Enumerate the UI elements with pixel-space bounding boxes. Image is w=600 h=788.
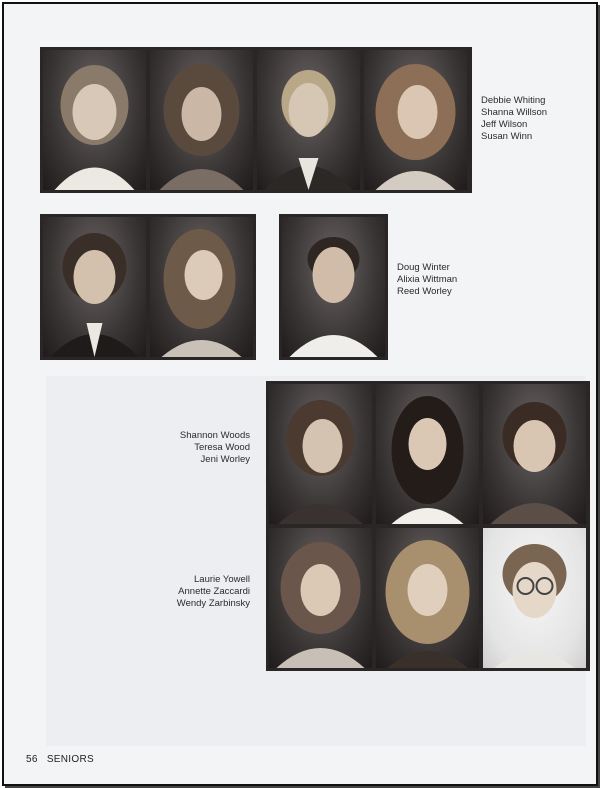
name-list-lower-b: [177, 574, 250, 610]
page-footer: [26, 754, 100, 765]
student-name: Wendy Zarbinsky: [176, 598, 250, 609]
photo-grid-lower: [266, 381, 590, 671]
section-title: SENIORS: [46, 754, 94, 765]
portrait-photo: [364, 50, 467, 190]
portrait-photo: [376, 384, 479, 524]
photo-strip-middle-single: [279, 214, 388, 360]
portrait-figure: [150, 50, 253, 190]
portrait-figure: [269, 528, 372, 668]
student-name: Debbie Whiting: [481, 95, 546, 106]
student-name: Shanna Willson: [481, 107, 548, 118]
portrait-photo: [269, 528, 372, 668]
portrait-figure: [43, 50, 146, 190]
portrait-photo: [269, 384, 372, 524]
student-name: Annette Zaccardi: [178, 586, 250, 597]
portrait-figure: [483, 528, 586, 668]
portrait-photo: [282, 217, 385, 357]
portrait-photo: [150, 50, 253, 190]
student-name: Shannon Woods: [179, 430, 250, 441]
portrait-photo: [150, 217, 253, 357]
name-list-lower-a: [180, 430, 250, 466]
yearbook-page: [2, 2, 598, 786]
photo-strip-middle-pair: [40, 214, 256, 360]
portrait-figure: [376, 384, 479, 524]
portrait-figure: [483, 384, 586, 524]
name-list-middle: [397, 262, 457, 298]
student-name: Doug Winter: [397, 262, 450, 273]
portrait-photo: [43, 217, 146, 357]
student-name: Laurie Yowell: [194, 574, 250, 585]
portrait-figure: [257, 50, 360, 190]
portrait-photo: [376, 528, 479, 668]
page-number: 56: [26, 754, 38, 765]
name-list-top: [481, 95, 547, 143]
portrait-figure: [150, 217, 253, 357]
student-name: Teresa Wood: [194, 442, 250, 453]
portrait-figure: [269, 384, 372, 524]
student-name: Jeni Worley: [200, 454, 250, 465]
portrait-figure: [282, 217, 385, 357]
portrait-figure: [43, 217, 146, 357]
portrait-photo: [483, 384, 586, 524]
student-name: Alixia Wittman: [397, 274, 458, 285]
portrait-figure: [376, 528, 479, 668]
photo-strip-top: [40, 47, 472, 193]
portrait-photo: [483, 528, 586, 668]
portrait-figure: [364, 50, 467, 190]
portrait-photo: [43, 50, 146, 190]
portrait-photo: [257, 50, 360, 190]
student-name: Jeff Wilson: [481, 119, 528, 130]
student-name: Reed Worley: [397, 286, 452, 297]
student-name: Susan Winn: [481, 131, 533, 142]
